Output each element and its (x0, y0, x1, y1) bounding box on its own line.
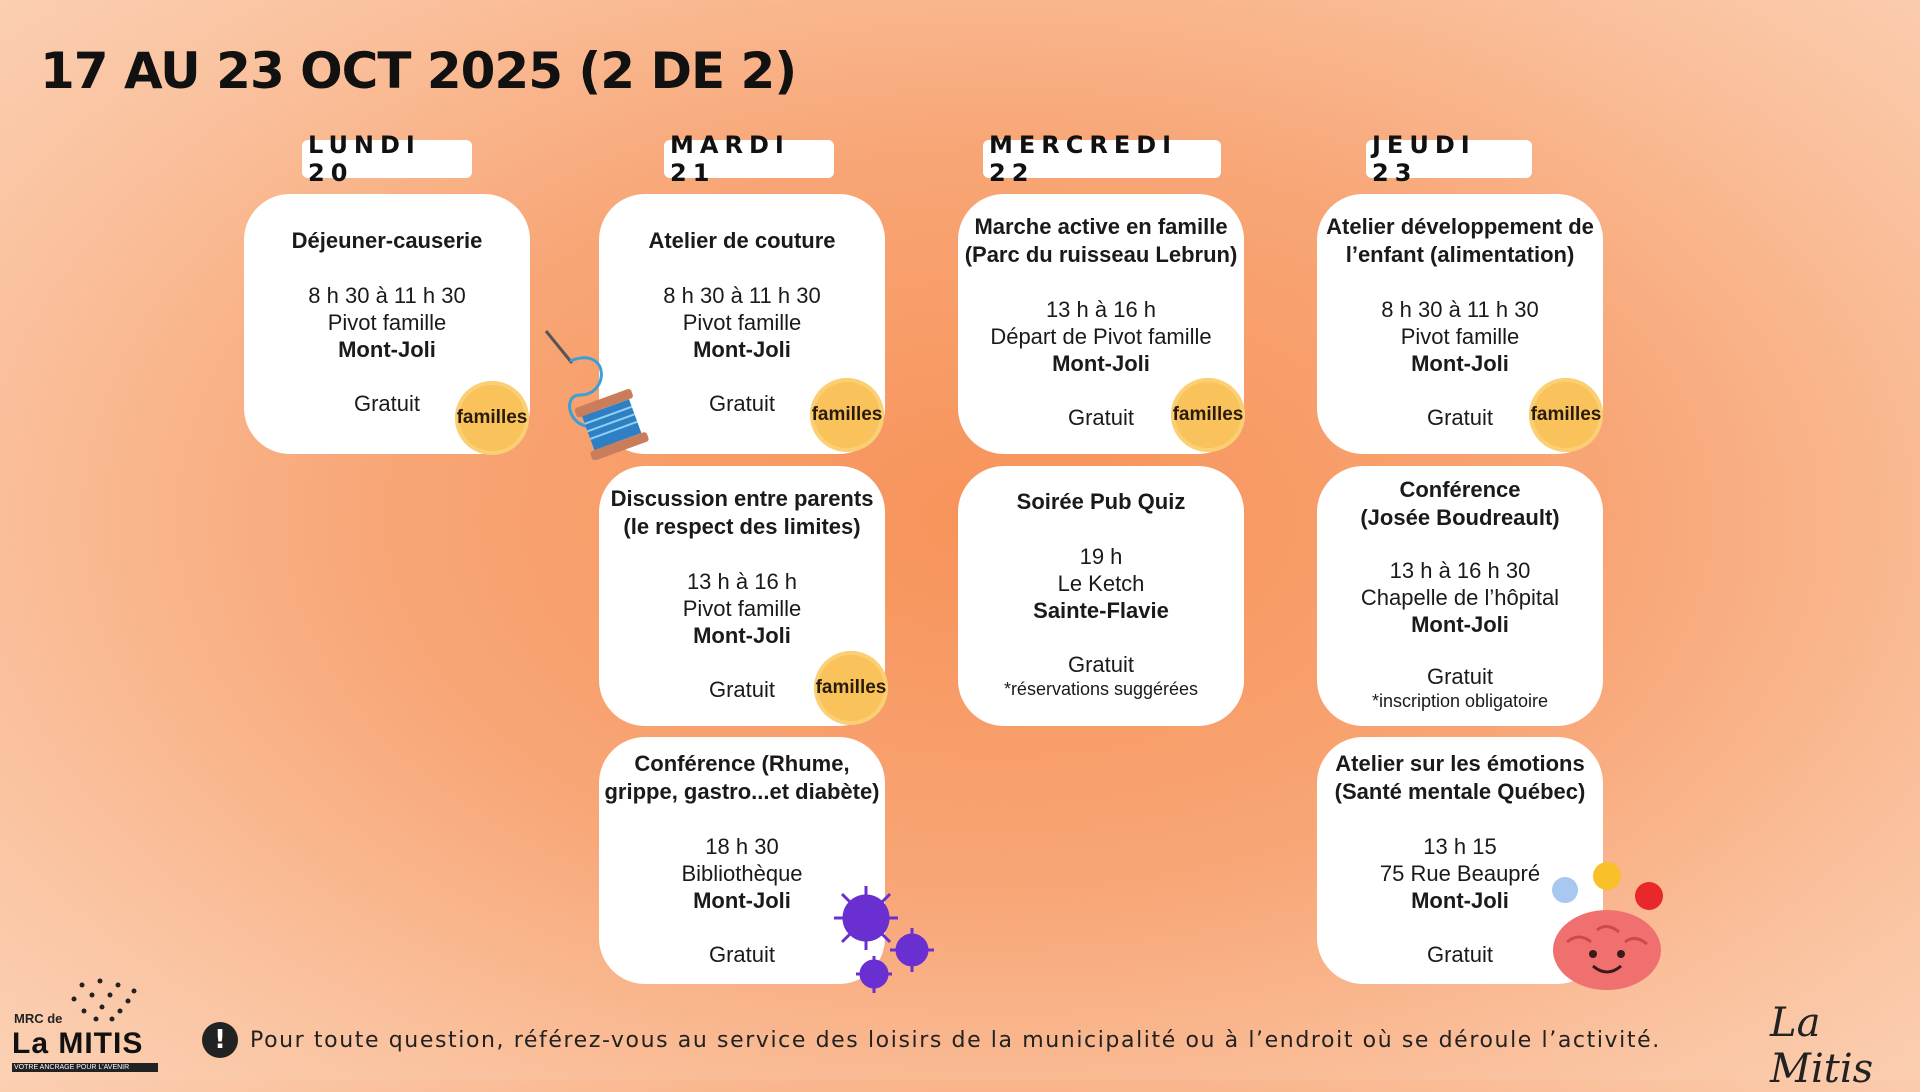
familles-badge: familles (1171, 378, 1245, 452)
event-time: 19 h (1079, 544, 1123, 569)
familles-badge: familles (455, 381, 529, 455)
event-card-conference-boudreault[interactable] (1317, 466, 1603, 726)
event-price: Gratuit (1067, 652, 1135, 677)
event-city: Sainte-Flavie (1033, 598, 1169, 623)
event-place: Pivot famille (682, 596, 802, 621)
event-place: Pivot famille (682, 310, 802, 335)
event-city: Mont-Joli (693, 887, 791, 913)
emotions-brain-icon (1545, 858, 1670, 993)
event-place: 75 Rue Beaupré (1379, 860, 1541, 886)
event-place: Départ de Pivot famille (990, 324, 1212, 349)
logo-left-line2: La MITIS (12, 1027, 144, 1060)
event-price: Gratuit (353, 391, 421, 416)
event-time: 13 h à 16 h (686, 569, 798, 594)
event-place: Le Ketch (1057, 571, 1145, 596)
thread-spool-icon (540, 325, 660, 460)
event-city: Mont-Joli (1411, 887, 1509, 913)
event-price: Gratuit (708, 677, 776, 702)
logo-left-tagline: VOTRE ANCRAGE POUR L'AVENIR (12, 1063, 158, 1072)
event-place: Bibliothèque (681, 860, 803, 886)
logo-left-line1: MRC de (14, 1011, 63, 1026)
event-title: Déjeuner-causerie (291, 228, 483, 253)
event-price: Gratuit (1067, 405, 1135, 430)
event-time: 13 h 15 (1423, 833, 1497, 859)
event-city: Mont-Joli (1411, 351, 1509, 376)
event-time: 13 h à 16 h 30 (1389, 558, 1531, 583)
event-city: Mont-Joli (1052, 351, 1150, 376)
familles-badge: familles (810, 378, 884, 452)
day-header-thursday: JEUDI 23 (1366, 140, 1532, 178)
event-title: Atelier de couture (648, 228, 836, 253)
exclamation-icon: ! (202, 1022, 238, 1058)
event-place: Pivot famille (327, 310, 447, 335)
event-title: Conférence (Josée Boudreault) (1360, 477, 1560, 530)
event-note: *réservations suggérées (1003, 679, 1199, 699)
familles-badge: familles (1529, 378, 1603, 452)
event-city: Mont-Joli (1411, 612, 1509, 637)
footer-note (202, 1022, 1661, 1058)
event-note: *inscription obligatoire (1371, 691, 1549, 711)
event-price: Gratuit (1426, 664, 1494, 689)
event-price: Gratuit (1426, 941, 1494, 967)
event-title: Marche active en famille (Parc du ruisseau Lebrun) (964, 214, 1238, 267)
day-header-wednesday: MERCREDI 22 (983, 140, 1221, 178)
event-title: Atelier développement de l’enfant (alimentation) (1326, 214, 1594, 267)
event-price: Gratuit (708, 941, 776, 967)
la-mitis-logo: La Mitis (1770, 1000, 1874, 1092)
event-price: Gratuit (708, 391, 776, 416)
familles-badge: familles (814, 651, 888, 725)
event-city: Mont-Joli (693, 337, 791, 362)
event-title: Discussion entre parents (le respect des limites) (610, 486, 874, 539)
event-price: Gratuit (1426, 405, 1494, 430)
event-time: 13 h à 16 h (1045, 297, 1157, 322)
event-time: 18 h 30 (705, 833, 779, 859)
footer-text: Pour toute question, référez-vous au service des loisirs de la municipalité ou à l’endroit où se déroule l’activité. (250, 1027, 1661, 1053)
day-header-tuesday: MARDI 21 (664, 140, 834, 178)
event-time: 8 h 30 à 11 h 30 (1381, 297, 1539, 322)
event-place: Pivot famille (1400, 324, 1520, 349)
event-time: 8 h 30 à 11 h 30 (663, 283, 821, 308)
event-time: 8 h 30 à 11 h 30 (308, 283, 466, 308)
event-place: Chapelle de l’hôpital (1360, 585, 1560, 610)
virus-icon (830, 882, 940, 997)
mrc-la-mitis-logo (12, 975, 162, 1075)
page-title: 17 AU 23 OCT 2025 (2 DE 2) (40, 42, 797, 100)
event-card-pub-quiz[interactable] (958, 466, 1244, 726)
day-header-monday: LUNDI 20 (302, 140, 472, 178)
event-title: Soirée Pub Quiz (1016, 489, 1186, 514)
event-city: Mont-Joli (338, 337, 436, 362)
event-title: Conférence (Rhume, grippe, gastro...et diabète) (604, 750, 880, 804)
event-title: Atelier sur les émotions (Santé mentale Québec) (1334, 750, 1586, 804)
event-city: Mont-Joli (693, 623, 791, 648)
